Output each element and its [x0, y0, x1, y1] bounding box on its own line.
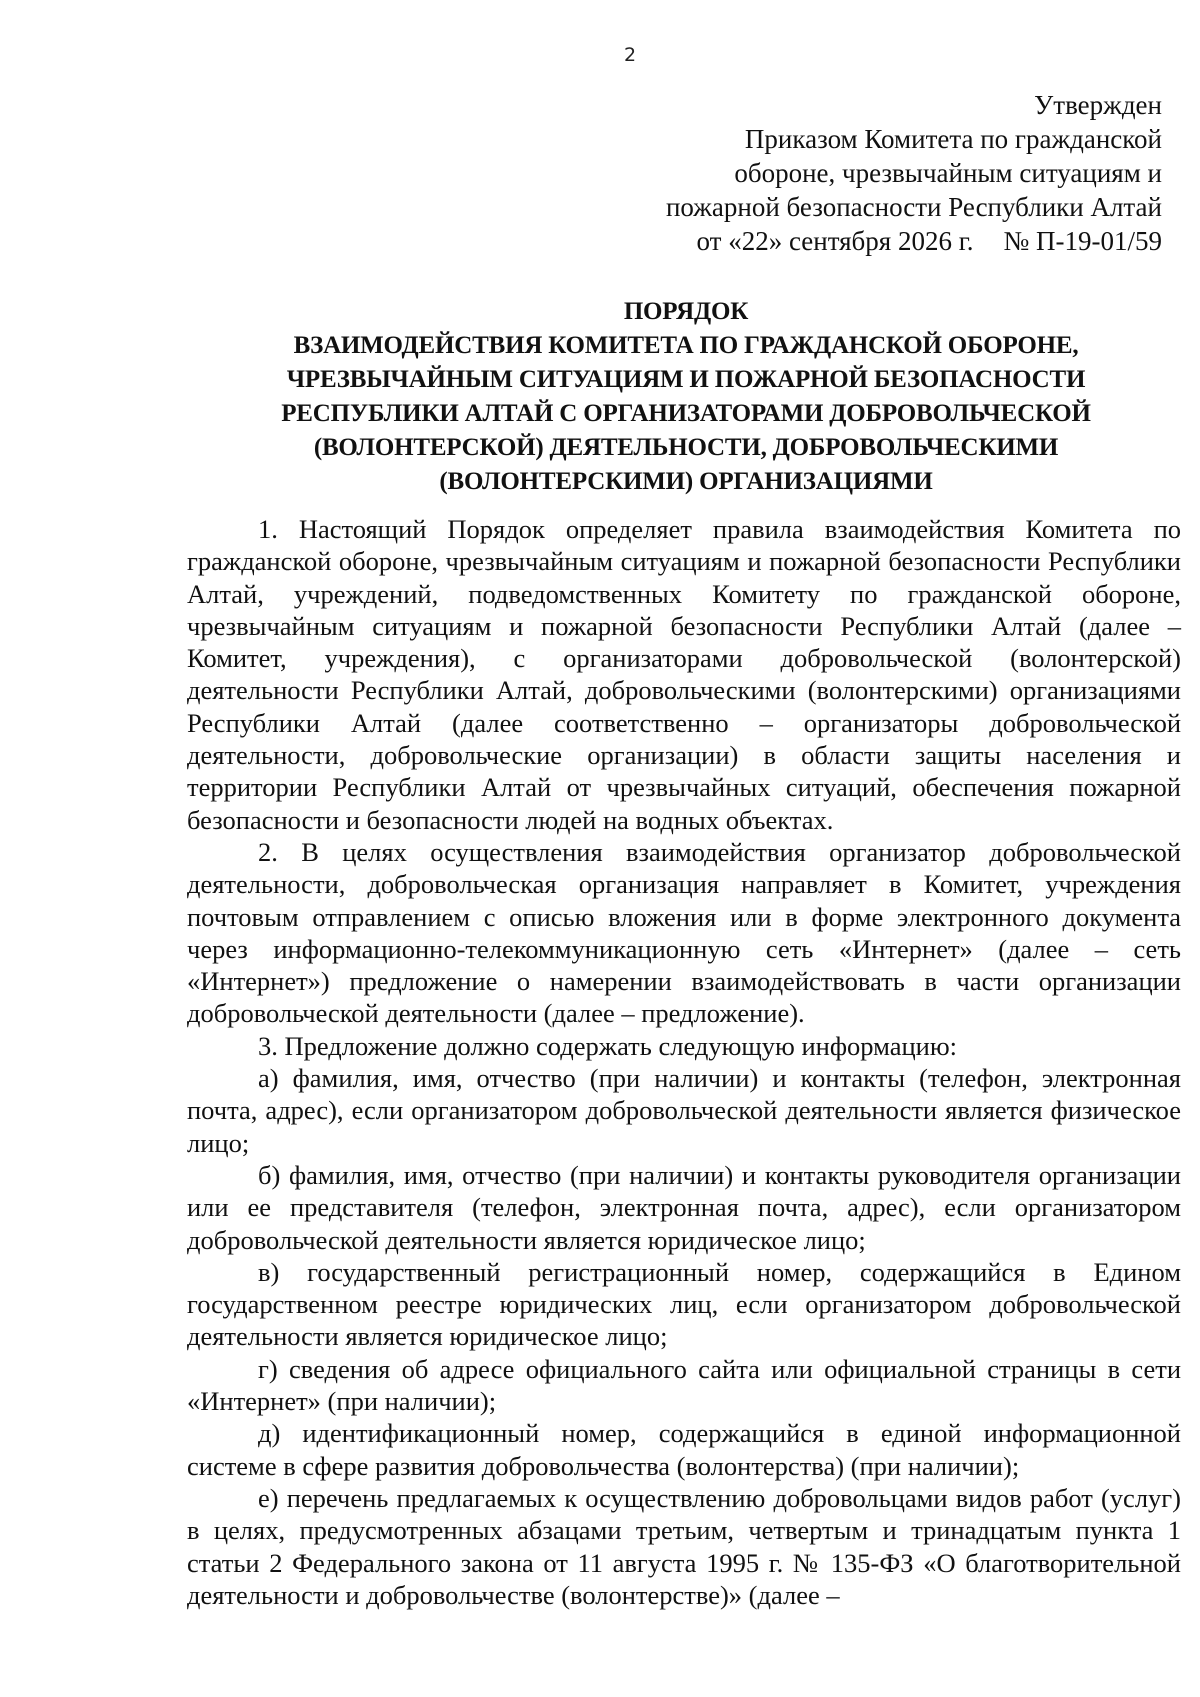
approval-region-line: пожарной безопасности Республики Алтай: [665, 192, 1162, 222]
paragraph-3v: в) государственный регистрационный номер, содержащийся в Едином государственном реестре юридических лиц, если организатором добровольческой деятельности является юридическое лицо;: [187, 1256, 1181, 1352]
document-body: [187, 513, 1181, 1611]
title-line-3: ЧРЕЗВЫЧАЙНЫМ СИТУАЦИЯМ И ПОЖАРНОЙ БЕЗОПАСНОСТИ: [286, 366, 1086, 393]
paragraph-3a: а) фамилия, имя, отчество (при наличии) и контакты (телефон, электронная почта, адрес), если организатором добровольческой деятельности является физическое лицо;: [187, 1063, 1181, 1158]
approval-committee-line: обороне, чрезвычайным ситуациям и: [734, 158, 1162, 188]
approval-heading: Утвержден: [1034, 90, 1162, 120]
approval-order-line: Приказом Комитета по гражданской: [744, 124, 1162, 154]
approval-block: [462, 88, 1162, 258]
title-line-5: (ВОЛОНТЕРСКОЙ) ДЕЯТЕЛЬНОСТИ, ДОБРОВОЛЬЧЕСКИМИ: [313, 434, 1059, 461]
paragraph-3e: е) перечень предлагаемых к осуществлению добровольцами видов работ (услуг) в целях, предусмотренных абзацами третьим, четвертым и тринадцатым пункта 1 статьи 2 Федерального закона от 11 августа 1995 г. № 135-ФЗ «О благотворительной деятельности и добровольчестве (волонтерстве)» (далее –: [187, 1482, 1181, 1610]
approval-number: № П-19-01/59: [1003, 226, 1162, 256]
document-title: [186, 295, 1186, 499]
page-number: 2: [623, 44, 637, 66]
paragraph-1: 1. Настоящий Порядок определяет правила взаимодействия Комитета по гражданской обороне, чрезвычайным ситуациям и пожарной безопасности Республики Алтай, учреждений, подведомственных Комитету по гражданской обороне, чрезвычайным ситуациям и пожарной безопасности Республики Алтай (далее – Комитет, учреждения), с организаторами добровольческой (волонтерской) деятельности Республики Алтай, добровольческими (волонтерскими) организациями Республики Алтай (далее соответственно – организаторы добровольческой деятельности, добровольческие организации) в области защиты населения и территории Республики Алтай от чрезвычайных ситуаций, обеспечения пожарной безопасности и безопасности людей на водных объектах.: [187, 514, 1181, 835]
title-line-4: РЕСПУБЛИКИ АЛТАЙ С ОРГАНИЗАТОРАМИ ДОБРОВОЛЬЧЕСКОЙ: [281, 400, 1091, 427]
paragraph-3g: г) сведения об адресе официального сайта или официальной страницы в сети «Интернет» (при наличии);: [187, 1353, 1181, 1417]
title-line-1: ПОРЯДОК: [623, 298, 749, 325]
paragraph-3: 3. Предложение должно содержать следующую информацию:: [258, 1030, 957, 1061]
title-line-6: (ВОЛОНТЕРСКИМИ) ОРГАНИЗАЦИЯМИ: [439, 468, 933, 495]
approval-date-number-line: [462, 224, 1162, 258]
paragraph-2: 2. В целях осуществления взаимодействия организатор добровольческой деятельности, добровольческая организация направляет в Комитет, учреждения почтовым отправлением с описью вложения или в форме электронного документа через информационно-телекоммуникационную сеть «Интернет» (далее – сеть «Интернет») предложение о намерении взаимодействовать в части организации добровольческой деятельности (далее – предложение).: [187, 836, 1181, 1029]
paragraph-3b: б) фамилия, имя, отчество (при наличии) и контакты руководителя организации или ее представителя (телефон, электронная почта, адрес), если организатором добровольческой деятельности является юридическое лицо;: [187, 1159, 1181, 1255]
paragraph-3d: д) идентификационный номер, содержащийся в единой информационной системе в сфере развития добровольчества (волонтерства) (при наличии);: [187, 1418, 1181, 1481]
approval-date: от «22» сентября 2026 г.: [696, 226, 974, 256]
title-line-2: ВЗАИМОДЕЙСТВИЯ КОМИТЕТА ПО ГРАЖДАНСКОЙ ОБОРОНЕ,: [293, 332, 1079, 359]
